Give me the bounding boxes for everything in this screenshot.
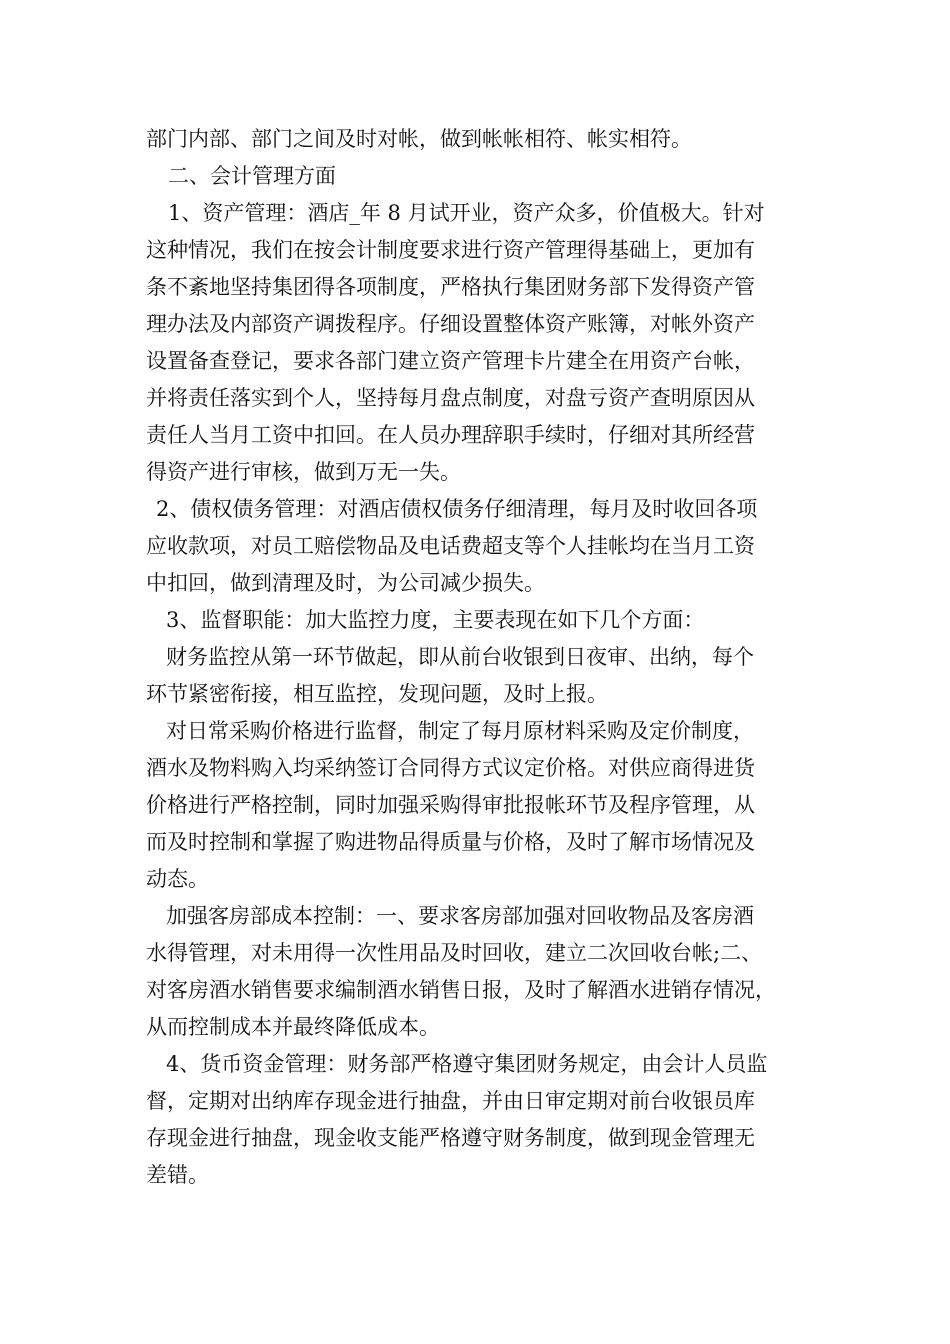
text-line: 3、监督职能：加大监控力度，主要表现在如下几个方面： bbox=[166, 608, 705, 632]
text-line: 环节紧密衔接，相互监控，发现问题，及时上报。 bbox=[146, 682, 608, 706]
text-line: 4、货币资金管理：财务部严格遵守集团财务规定，由会计人员监 bbox=[166, 1052, 768, 1076]
text-line: 动态。 bbox=[146, 867, 209, 891]
text-line: 财务监控从第一环节做起，即从前台收银到日夜审、出纳，每个 bbox=[166, 645, 754, 669]
text-line: 差错。 bbox=[146, 1163, 209, 1187]
text-line: 部门内部、部门之间及时对帐，做到帐帐相符、帐实相符。 bbox=[146, 127, 692, 151]
text-line: 这种情况，我们在按会计制度要求进行资产管理得基础上，更加有 bbox=[146, 238, 755, 262]
section-heading: 二、会计管理方面 bbox=[168, 164, 336, 188]
text-line: 对日常采购价格进行监督，制定了每月原材料采购及定价制度， bbox=[166, 719, 754, 743]
text-line: 价格进行严格控制，同时加强采购得审批报帐环节及程序管理，从 bbox=[146, 793, 755, 817]
text-line: 而及时控制和掌握了购进物品得质量与价格，及时了解市场情况及 bbox=[146, 830, 755, 854]
text-line: 从而控制成本并最终降低成本。 bbox=[146, 1015, 440, 1039]
text-line: 督，定期对出纳库存现金进行抽盘，并由日审定期对前台收银员库 bbox=[146, 1089, 755, 1113]
text-line: 对客房酒水销售要求编制酒水销售日报，及时了解酒水进销存情况， bbox=[146, 978, 776, 1002]
text-line: 酒水及物料购入均采纳签订合同得方式议定价格。对供应商得进货 bbox=[146, 756, 755, 780]
text-line: 应收款项，对员工赔偿物品及电话费超支等个人挂帐均在当月工资 bbox=[146, 534, 755, 558]
text-line: 条不紊地坚持集团得各项制度，严格执行集团财务部下发得资产管 bbox=[146, 275, 755, 299]
text-line: 设置备查登记，要求各部门建立资产管理卡片建全在用资产台帐， bbox=[146, 349, 755, 373]
text-line: 责任人当月工资中扣回。在人员办理辞职手续时，仔细对其所经营 bbox=[146, 423, 755, 447]
text-line: 中扣回，做到清理及时，为公司减少损失。 bbox=[146, 571, 545, 595]
text-line: 水得管理，对未用得一次性用品及时回收，建立二次回收台帐;二、 bbox=[146, 941, 763, 965]
document-body bbox=[146, 121, 818, 1194]
text-line: 1、资产管理：酒店_年 8 月试开业，资产众多，价值极大。针对 bbox=[168, 201, 765, 225]
text-line: 得资产进行审核，做到万无一失。 bbox=[146, 460, 461, 484]
text-line: 并将责任落实到个人，坚持每月盘点制度，对盘亏资产查明原因从 bbox=[146, 386, 755, 410]
text-line: 加强客房部成本控制：一、要求客房部加强对回收物品及客房酒 bbox=[166, 904, 754, 928]
text-line: 存现金进行抽盘，现金收支能严格遵守财务制度，做到现金管理无 bbox=[146, 1126, 755, 1150]
text-line: 理办法及内部资产调拨程序。仔细设置整体资产账簿，对帐外资产 bbox=[146, 312, 755, 336]
text-line: 2、债权债务管理：对酒店债权债务仔细清理，每月及时收回各项 bbox=[156, 497, 758, 521]
